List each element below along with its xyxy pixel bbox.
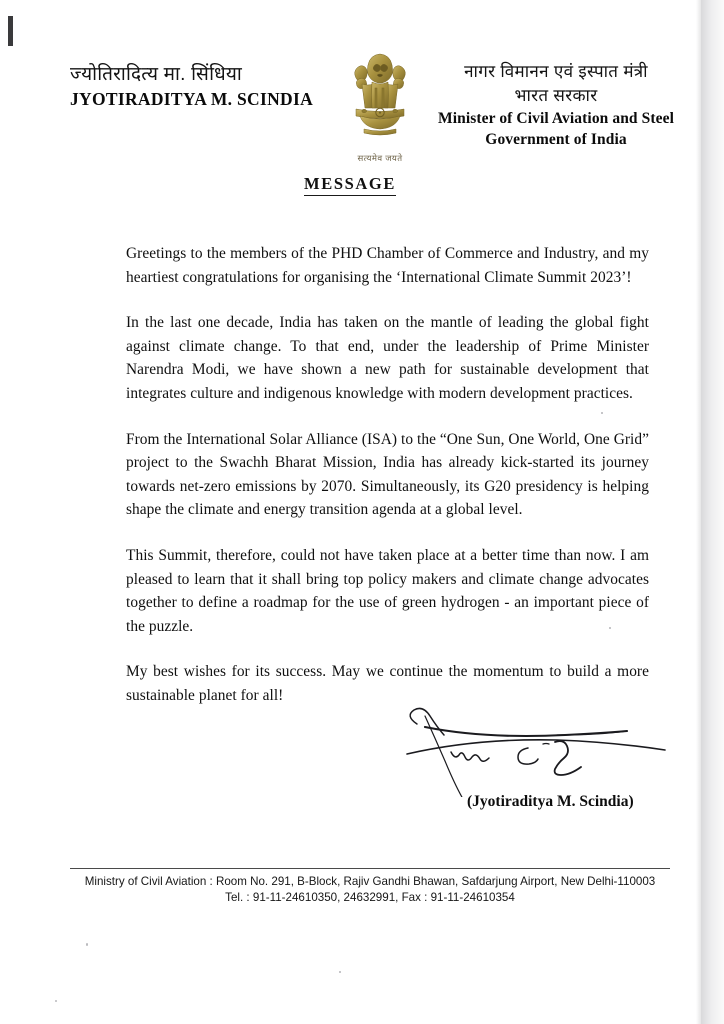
message-heading: MESSAGE	[304, 174, 396, 196]
footer-divider	[70, 868, 670, 869]
scan-artifact-mark	[8, 16, 13, 46]
signature-printed-name: (Jyotiraditya M. Scindia)	[467, 793, 634, 810]
ashoka-lion-capital-icon	[348, 48, 412, 152]
footer-address: Ministry of Civil Aviation : Room No. 291, B-Block, Rajiv Gandhi Bhawan, Safdarjung Airport, New Delhi-110003	[84, 875, 656, 889]
signature-block	[395, 702, 685, 811]
ministry-title-block	[420, 60, 692, 150]
minister-name-hindi: ज्योतिरादित्य मा. सिंधिया	[70, 64, 243, 85]
national-emblem-block	[332, 48, 428, 164]
ministry-title-hindi-line1: नागर विमानन एवं इस्पात मंत्री	[464, 62, 648, 81]
paragraph-2: In the last one decade, India has taken on the mantle of leading the global fight against climate change. To that end, under the leadership of Prime Minister Narendra Modi, we have shown a new path for sustainable development that integrates culture and indigenous knowledge with modern development practices.	[126, 314, 649, 402]
scan-background-right	[701, 0, 724, 1024]
scan-speck	[86, 943, 88, 946]
footer-contact: Tel. : 91-11-24610350, 24632991, Fax : 91-11-24610354	[225, 891, 515, 905]
minister-name-english: JYOTIRADITYA M. SCINDIA	[70, 89, 314, 109]
paragraph-5: My best wishes for its success. May we continue the momentum to build a more sustainable planet for all!	[126, 663, 649, 704]
ministry-title-english-line1: Minister of Civil Aviation and Steel	[438, 110, 674, 127]
paragraph-1: Greetings to the members of the PHD Chamber of Commerce and Industry, and my heartiest congratulations for organising the ‘International Climate Summit 2023’!	[126, 245, 649, 286]
scan-speck	[55, 1000, 57, 1002]
message-heading-container	[0, 174, 700, 196]
letter-body	[126, 242, 649, 708]
paragraph-4: This Summit, therefore, could not have taken place at a better time than now. I am pleased to learn that it shall bring top policy makers and climate change advocates together to define a roadmap for the use of green hydrogen - an important piece of the puzzle.	[126, 546, 649, 635]
ministry-title-hindi-line2: भारत सरकार	[514, 86, 598, 105]
handwritten-signature-icon	[395, 702, 680, 797]
ministry-title-english-line2: Government of India	[485, 131, 627, 148]
footer	[70, 868, 670, 906]
letterhead	[0, 48, 700, 173]
paragraph-3: From the International Solar Alliance (ISA) to the “One Sun, One World, One Grid” project to the Swachh Bharat Mission, India has already kick-started its journey towards net-zero emissions by 2070. Simultaneously, its G20 presidency is helping shape the climate and energy transition agenda at a global level.	[126, 430, 649, 519]
emblem-motto-text: सत्यमेव जयते	[357, 153, 403, 163]
minister-name-block	[70, 62, 325, 110]
scan-speck	[339, 971, 341, 973]
